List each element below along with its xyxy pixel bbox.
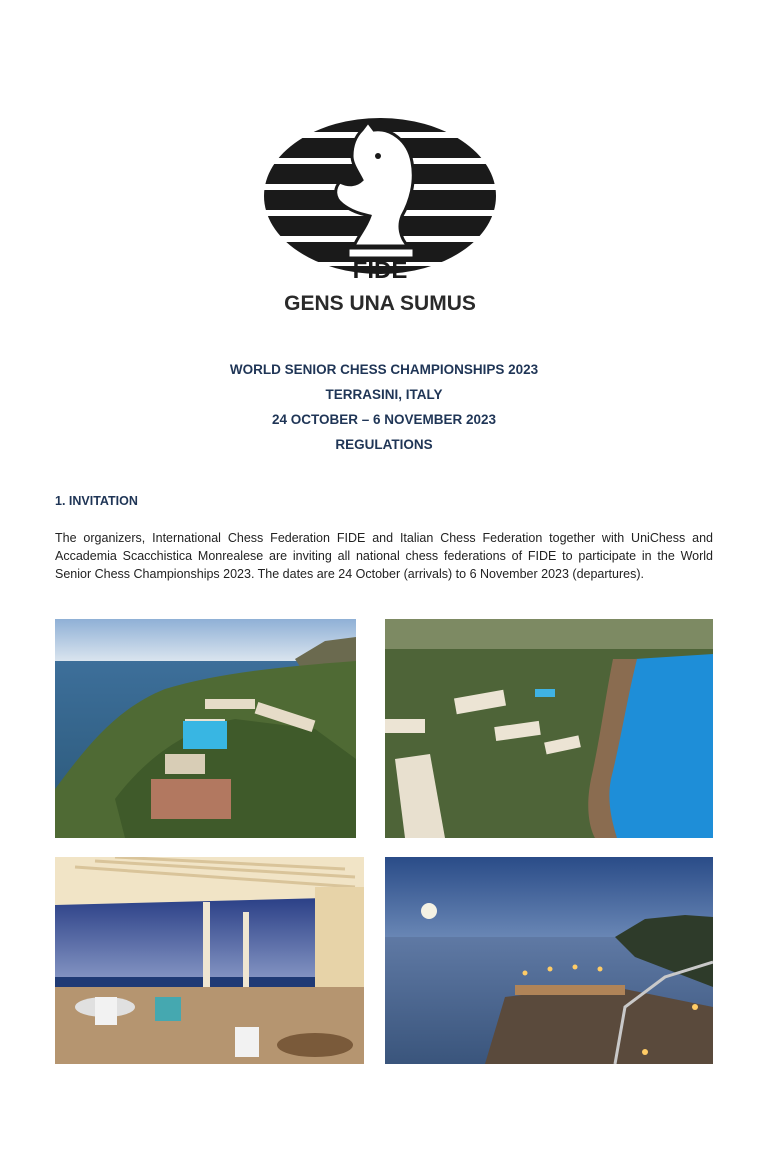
moonlit-terrace-photo xyxy=(385,857,713,1064)
coastline-aerial-photo xyxy=(385,619,713,838)
logo-fide-text: FIDE xyxy=(352,257,408,284)
logo-motto: GENS UNA SUMUS xyxy=(284,292,476,315)
title-line-regulations: REGULATIONS xyxy=(335,437,433,452)
title-line-location: TERRASINI, ITALY xyxy=(325,387,443,402)
resort-aerial-pool-photo xyxy=(55,619,356,838)
title-line-championship: WORLD SENIOR CHESS CHAMPIONSHIPS 2023 xyxy=(229,362,539,377)
section-heading-invitation: 1. INVITATION xyxy=(55,494,138,508)
invitation-paragraph: The organizers, International Chess Federation FIDE and Italian Chess Federation together with UniChess and Accademia Scacchistica Monrealese are inviting all national chess federations of FIDE to participate in the World Senior Chess Championships 2023. The dates are 24 October (arrivals) to 6 November 2023 (departures). xyxy=(55,531,713,582)
fide-logo xyxy=(262,116,498,316)
title-line-dates: 24 OCTOBER – 6 NOVEMBER 2023 xyxy=(271,412,497,427)
terrace-restaurant-photo xyxy=(55,857,364,1064)
document-title-block xyxy=(0,357,768,457)
